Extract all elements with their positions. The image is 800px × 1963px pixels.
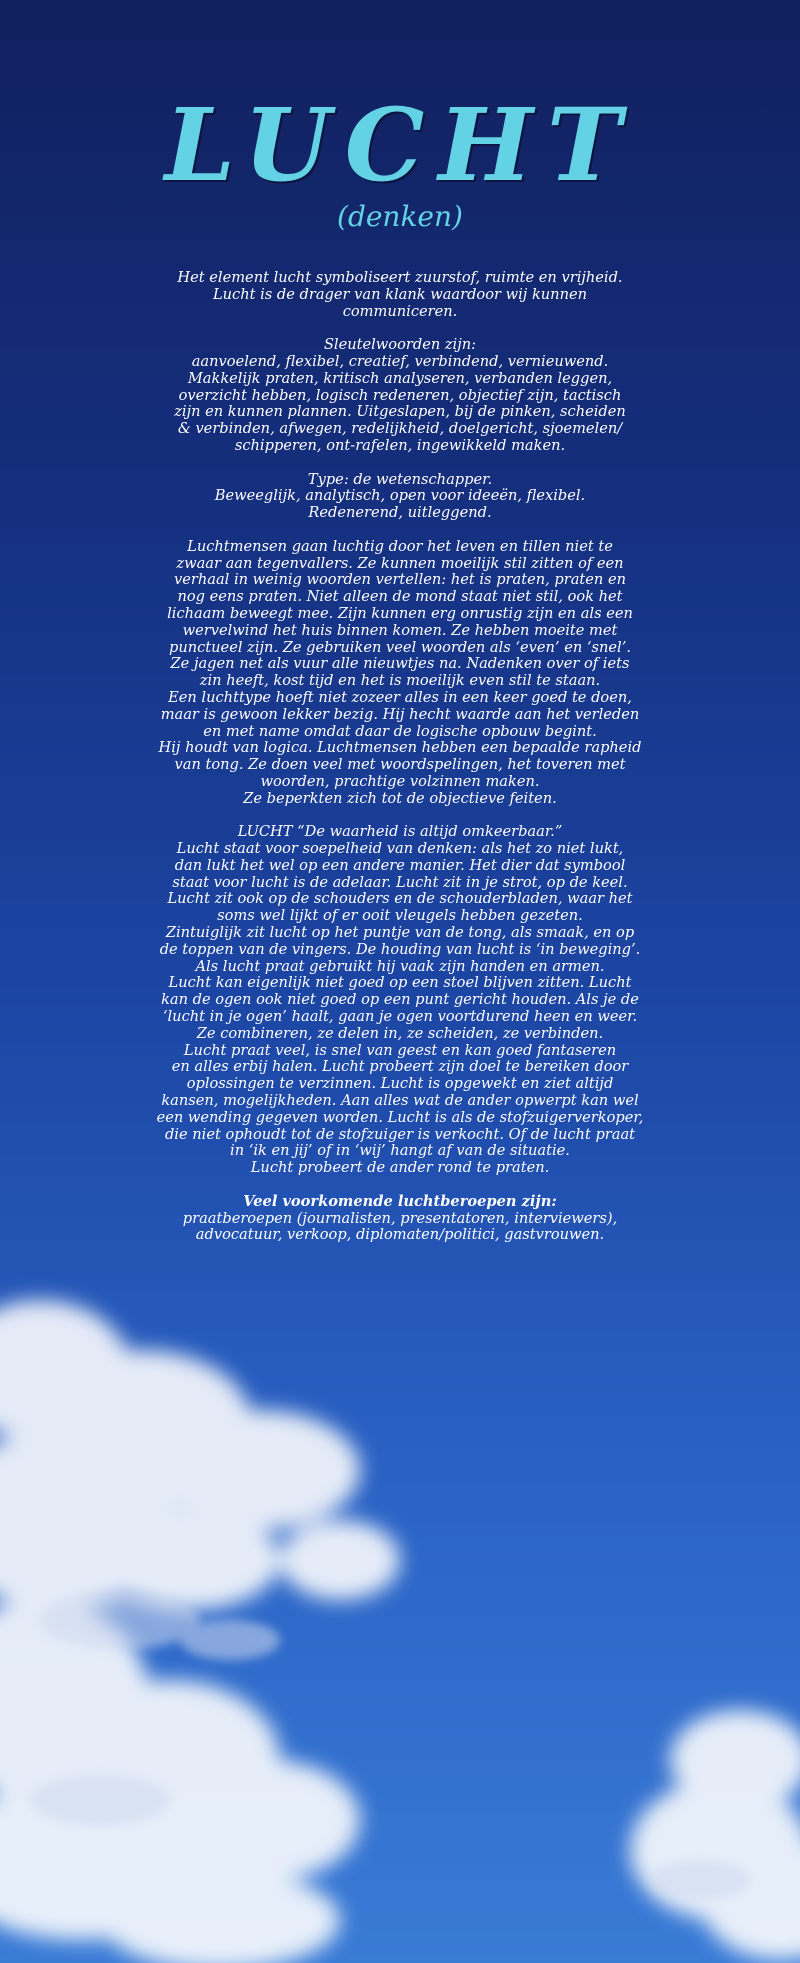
text-line: Beweeglijk, analytisch, open voor ideeën, flexibel. — [214, 487, 586, 505]
text-line: Lucht praat veel, is snel van geest en kan goed fantaseren — [183, 1041, 617, 1059]
text-line: punctueel zijn. Ze gebruiken veel woorden als ‘even’ en ‘snel’. — [168, 638, 631, 656]
intro-paragraph — [150, 270, 650, 320]
text-line: ‘lucht in je ogen’ haalt, gaan je ogen voortdurend heen en weer. — [162, 1008, 638, 1026]
quote-paragraph — [150, 824, 650, 1177]
text-line: die niet ophoudt tot de stofzuiger is verkocht. Of de lucht praat — [164, 1125, 636, 1143]
page-title: LUCHT — [164, 86, 636, 204]
text-line: van tong. Ze doen veel met woordspelingen, het toveren met — [174, 756, 626, 774]
text-line: wervelwind het huis binnen komen. Ze hebben moeite met — [182, 621, 618, 639]
text-line: communiceren. — [342, 302, 458, 320]
text-line: dan lukt het wel op een andere manier. Het dier dat symbool — [174, 856, 626, 874]
text-line: Lucht probeert de ander rond te praten. — [250, 1159, 550, 1177]
text-line: nog eens praten. Niet alleen de mond staat niet stil, ook het — [177, 588, 623, 606]
text-line: zwaar aan tegenvallers. Ze kunnen moeilijk stil zitten of een — [176, 554, 624, 572]
text-line: aanvoelend, flexibel, creatief, verbindend, vernieuwend. — [191, 352, 609, 370]
text-line: en met name omdat daar de logische opbouw begint. — [203, 722, 597, 740]
text-line: Zintuiglijk zit lucht op het puntje van de tong, als smaak, en op — [165, 924, 635, 942]
description-paragraph — [150, 539, 650, 808]
text-line: de toppen van de vingers. De houding van lucht is ‘in beweging’. — [159, 940, 641, 958]
text-line: Redenerend, uitleggend. — [308, 504, 492, 522]
text-line: Lucht kan eigenlijk niet goed op een stoel blijven zitten. Lucht — [168, 974, 632, 992]
text-line: lichaam beweegt mee. Zijn kunnen erg onrustig zijn en als een — [167, 604, 633, 622]
text-line: Ze beperkten zich tot de objectieve feiten. — [243, 789, 557, 807]
text-line: staat voor lucht is de adelaar. Lucht zit in je strot, op de keel. — [172, 873, 628, 891]
page-subtitle: (denken) — [337, 200, 463, 233]
text-line: Makkelijk praten, kritisch analyseren, verbanden leggen, — [187, 369, 613, 387]
text-line: Hij houdt van logica. Luchtmensen hebben een bepaalde rapheid — [158, 739, 642, 757]
text-line: overzicht hebben, logisch redeneren, objectief zijn, tactisch — [178, 386, 622, 404]
text-line: Lucht zit ook op de schouders en de schouderbladen, waar het — [167, 890, 633, 908]
text-line: schipperen, ont-rafelen, ingewikkeld maken. — [234, 436, 566, 454]
text-line: Lucht is de drager van klank waardoor wij kunnen — [212, 285, 588, 303]
text-line: en alles erbij halen. Lucht probeert zijn doel te bereiken door — [171, 1058, 629, 1076]
text-line: zin heeft, kost tijd en het is moeilijk even stil te staan. — [199, 672, 601, 690]
text-line: Type: de wetenschapper. — [307, 470, 493, 488]
text-line: oplossingen te verzinnen. Lucht is opgewekt en ziet altijd — [186, 1075, 614, 1093]
text-line: woorden, prachtige volzinnen maken. — [260, 772, 540, 790]
text-line: Een luchttype hoeft niet zozeer alles in een keer goed te doen, — [168, 688, 632, 706]
text-line: Lucht staat voor soepelheid van denken: als het zo niet lukt, — [176, 840, 624, 858]
text-line: Als lucht praat gebruikt hij vaak zijn handen en armen. — [195, 957, 605, 975]
text-line: kan de ogen ook niet goed op een punt gericht houden. Als je de — [161, 991, 639, 1009]
text-line: verhaal in weinig woorden vertellen: het is praten, praten en — [174, 571, 626, 589]
text-line: in ‘ik en jij’ of in ‘wij’ hangt af van de situatie. — [230, 1142, 570, 1160]
text-line: zijn en kunnen plannen. Uitgeslapen, bij de pinken, scheiden — [174, 403, 626, 421]
professions-heading: Veel voorkomende luchtberoepen zijn: — [243, 1192, 557, 1210]
text-line: maar is gewoon lekker bezig. Hij hecht waarde aan het verleden — [160, 705, 640, 723]
type-paragraph — [150, 472, 650, 522]
text-line: Het element lucht symboliseert zuurstof, ruimte en vrijheid. — [177, 269, 623, 286]
text-line: advocatuur, verkoop, diplomaten/politici, gastvrouwen. — [195, 1226, 605, 1244]
text-line: Sleutelwoorden zijn: — [323, 336, 477, 354]
professions-paragraph — [150, 1194, 650, 1244]
text-line: soms wel lijkt of er ooit vleugels hebben gezeten. — [217, 907, 583, 925]
text-line: kansen, mogelijkheden. Aan alles wat de ander opwerpt kan wel — [161, 1092, 639, 1110]
text-line: Ze jagen net als vuur alle nieuwtjes na. Nadenken over of iets — [170, 655, 630, 673]
keywords-paragraph — [150, 337, 650, 455]
text-line: Luchtmensen gaan luchtig door het leven en tillen niet te — [187, 537, 613, 555]
text-line: LUCHT “De waarheid is altijd omkeerbaar.” — [237, 823, 563, 841]
text-line: praatberoepen (journalisten, presentatoren, interviewers), — [182, 1209, 618, 1227]
text-line: een wending gegeven worden. Lucht is als de stofzuigerverkoper, — [156, 1108, 644, 1126]
body-text — [150, 270, 650, 1261]
text-line: & verbinden, afwegen, redelijkheid, doelgericht, sjoemelen/ — [177, 420, 623, 438]
text-line: Ze combineren, ze delen in, ze scheiden, ze verbinden. — [196, 1024, 604, 1042]
